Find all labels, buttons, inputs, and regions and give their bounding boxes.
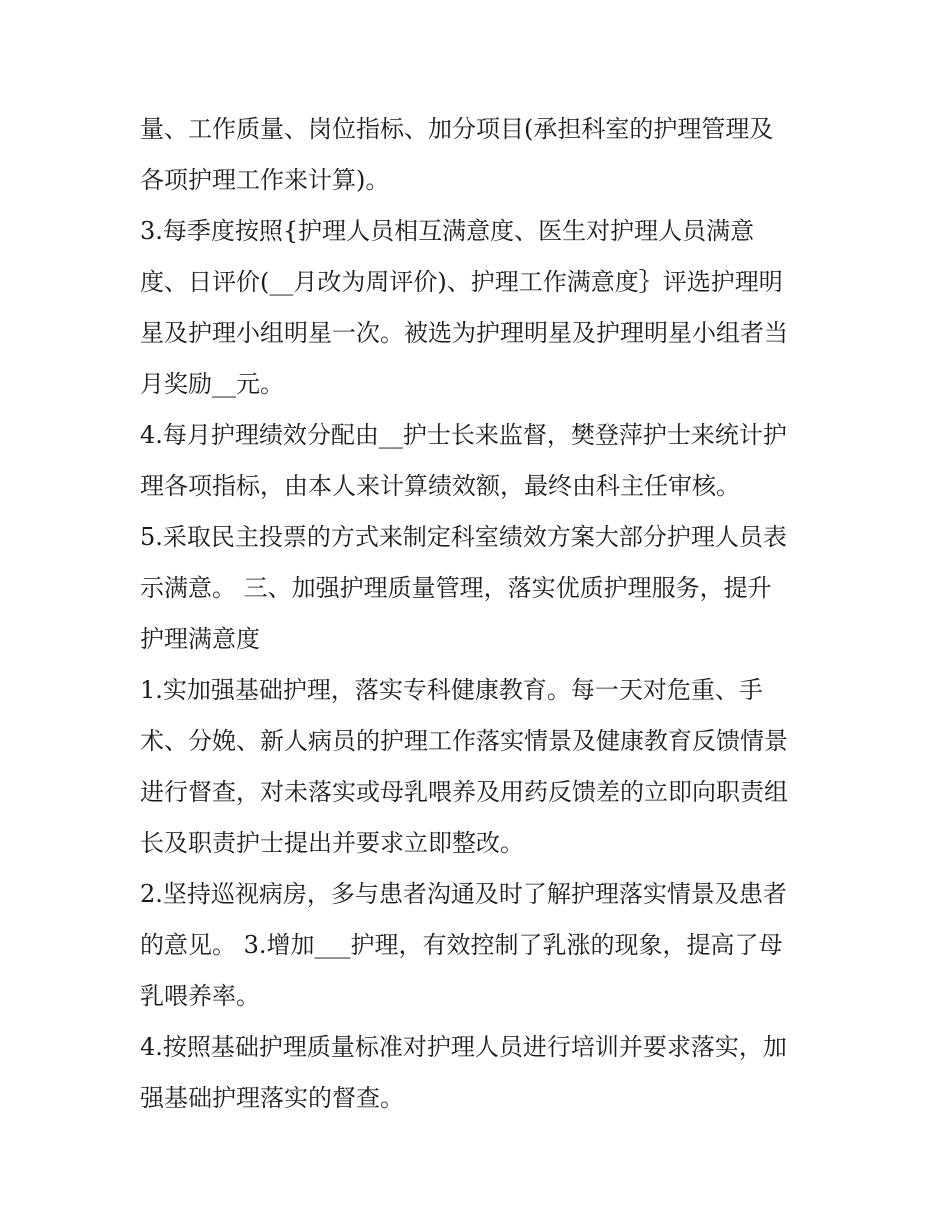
text-line-14: 进行督查，对未落实或母乳喂养及用药反馈差的立即向职责组	[140, 778, 788, 806]
text-line-9: 5.采取民主投票的方式来制定科室绩效方案大部分护理人员表	[140, 523, 787, 551]
text-line-10: 示满意。 三、加强护理质量管理，落实优质护理服务，提升	[140, 574, 772, 602]
text-line-8: 理各项指标，由本人来计算绩效额，最终由科主任审核。	[140, 472, 740, 500]
text-line-5: 星及护理小组明星一次。被选为护理明星及护理明星小组者当	[140, 319, 788, 347]
text-line-18: 乳喂养率。	[140, 982, 260, 1010]
text-line-2: 各项护理工作来计算)。	[140, 166, 390, 194]
text-line-11: 护理满意度	[140, 625, 260, 653]
text-line-7: 4.每月护理绩效分配由__护士长来监督，樊登萍护士来统计护	[140, 421, 787, 449]
text-line-1: 量、工作质量、岗位指标、加分项目(承担科室的护理管理及	[140, 115, 774, 143]
text-line-17: 的意见。 3.增加___护理，有效控制了乳涨的现象，提高了母	[140, 931, 783, 959]
text-line-3: 3.每季度按照{护理人员相互满意度、医生对护理人员满意	[140, 217, 755, 245]
document-body	[140, 104, 820, 1124]
text-line-12: 1.实加强基础护理，落实专科健康教育。每一天对危重、手	[140, 676, 763, 704]
text-line-6: 月奖励__元。	[140, 370, 284, 398]
text-line-13: 术、分娩、新人病员的护理工作落实情景及健康教育反馈情景	[140, 727, 788, 755]
text-line-15: 长及职责护士提出并要求立即整改。	[140, 829, 524, 857]
text-line-19: 4.按照基础护理质量标准对护理人员进行培训并要求落实，加	[140, 1033, 787, 1061]
text-line-4: 度、日评价(__月改为周评价)、护理工作满意度｝评选护理明	[140, 268, 783, 296]
text-line-16: 2.坚持巡视病房，多与患者沟通及时了解护理落实情景及患者	[140, 880, 787, 908]
text-line-20: 强基础护理落实的督查。	[140, 1084, 404, 1112]
